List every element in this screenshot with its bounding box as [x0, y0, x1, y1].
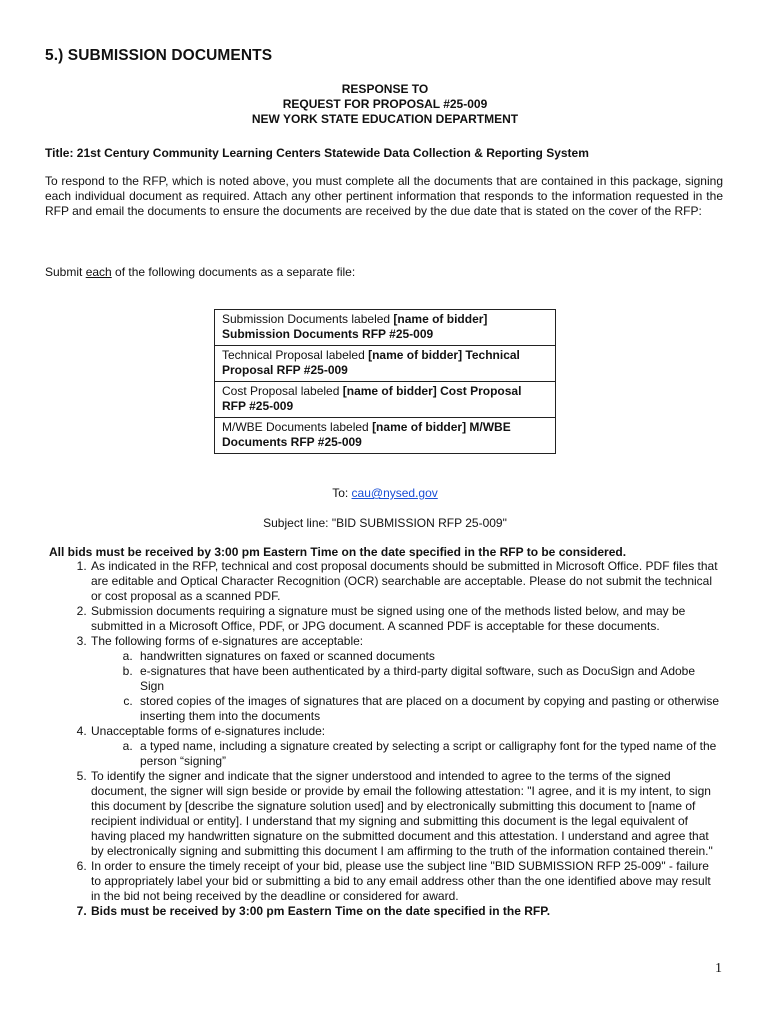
list-item [90, 559, 722, 604]
table-cell [215, 310, 556, 346]
section-heading: 5.) SUBMISSION DOCUMENTS [45, 47, 273, 64]
page-number: 1 [715, 961, 722, 976]
list-item [90, 634, 722, 724]
table-row [215, 346, 556, 382]
list-item [90, 724, 722, 769]
list-item-text: Submission documents requiring a signature must be signed using one of the methods listed below, and may be submitted in a Microsoft Office, PDF, or JPG document. A scanned PDF is acceptable for these documents. [91, 604, 686, 633]
sub-list-item: c. stored copies of the images of signatures that are placed on a document by copying and pasting or otherwise inserting them into the documents [136, 694, 722, 724]
table-cell [215, 418, 556, 454]
table-cell [215, 346, 556, 382]
table-row [215, 310, 556, 346]
bids-notice: All bids must be received by 3:00 pm Eastern Time on the date specified in the RFP to be considered. [49, 545, 627, 559]
submit-instruction [45, 265, 355, 279]
submit-underlined: each [85, 265, 112, 279]
sub-list-item: b. e-signatures that have been authenticated by a third-party digital software, such as DocuSign and Adobe Sign [136, 664, 722, 694]
cell-bold-text: [name of bidder] Technical Proposal RFP #25-009 [222, 348, 520, 377]
list-item-text: As indicated in the RFP, technical and cost proposal documents should be submitted in Microsoft Office. PDF files that are editable and Optical Character Recognition (OCR) searchable are acceptable. Please do not submit the technical or cost proposal as a scanned PDF. [91, 559, 718, 603]
table-cell [215, 382, 556, 418]
list-item-text: In order to ensure the timely receipt of your bid, please use the subject line "BID SUBMISSION RFP 25-009" - failure to appropriately label your bid or submitting a bid to any email address other than the one identified above may result in the bid not being received by the deadline or considered for award. [91, 859, 711, 903]
response-title-block [0, 82, 770, 127]
list-item [90, 604, 722, 634]
submit-after: of the following documents as a separate file: [111, 265, 356, 279]
cell-plain-text: M/WBE Documents labeled [222, 420, 373, 434]
list-item-text: The following forms of e-signatures are acceptable: [91, 634, 364, 648]
cell-plain-text: Technical Proposal labeled [222, 348, 369, 362]
cell-plain-text: Submission Documents labeled [222, 312, 394, 326]
sub-list-item: a. a typed name, including a signature created by selecting a script or calligraphy font for the typed name of the person “signing” [136, 739, 722, 769]
response-line-1: RESPONSE TO [341, 82, 429, 96]
list-item [90, 769, 722, 859]
documents-table [214, 309, 556, 454]
subject-line: Subject line: "BID SUBMISSION RFP 25-009" [263, 516, 507, 530]
email-link[interactable]: cau@nysed.gov [351, 486, 438, 500]
cell-bold-text: [name of bidder] Cost Proposal RFP #25-009 [222, 384, 522, 413]
list-item-text: To identify the signer and indicate that the signer understood and intended to agree to the terms of the signed document, the signer will sign beside or provide by email the following attestation: "I agree, and it is my intent, to sign this document by [describe the signature solution used] and by electronically submitting this document to [name of recipient individual or entity]. I understand that my signing and submitting this document is the legal equivalent of having placed my handwritten signature on the submitted document and this attestation. I understand and agree that by electronically signing and submitting this document I am affirming to the truth of the information contained therein." [91, 769, 713, 858]
sub-list [91, 739, 722, 769]
instructions-list [40, 559, 722, 919]
table-row [215, 382, 556, 418]
list-item [90, 904, 722, 919]
project-title: Title: 21st Century Community Learning Centers Statewide Data Collection & Reporting System [45, 146, 589, 160]
cell-plain-text: Cost Proposal labeled [222, 384, 343, 398]
response-line-2: REQUEST FOR PROPOSAL #25-009 [282, 97, 488, 111]
cell-bold-text: [name of bidder] M/WBE Documents RFP #25-009 [222, 420, 511, 449]
to-label: To: [332, 486, 352, 500]
sub-list [91, 649, 722, 724]
submit-before: Submit [45, 265, 86, 279]
list-item-text: Bids must be received by 3:00 pm Eastern Time on the date specified in the RFP. [91, 904, 551, 918]
response-line-3: NEW YORK STATE EDUCATION DEPARTMENT [251, 112, 519, 126]
intro-paragraph: To respond to the RFP, which is noted above, you must complete all the documents that are contained in this package, signing each individual document as required. Attach any other pertinent information that responds to the information requested in the RFP and email the documents to ensure the documents are received by the due date that is stated on the cover of the RFP: [45, 174, 723, 218]
sub-list-item: a. handwritten signatures on faxed or scanned documents [136, 649, 722, 664]
cell-bold-text: [name of bidder] Submission Documents RFP #25-009 [222, 312, 488, 341]
list-item-text: Unacceptable forms of e-signatures include: [91, 724, 326, 738]
to-line [0, 486, 770, 500]
list-item [90, 859, 722, 904]
table-row [215, 418, 556, 454]
